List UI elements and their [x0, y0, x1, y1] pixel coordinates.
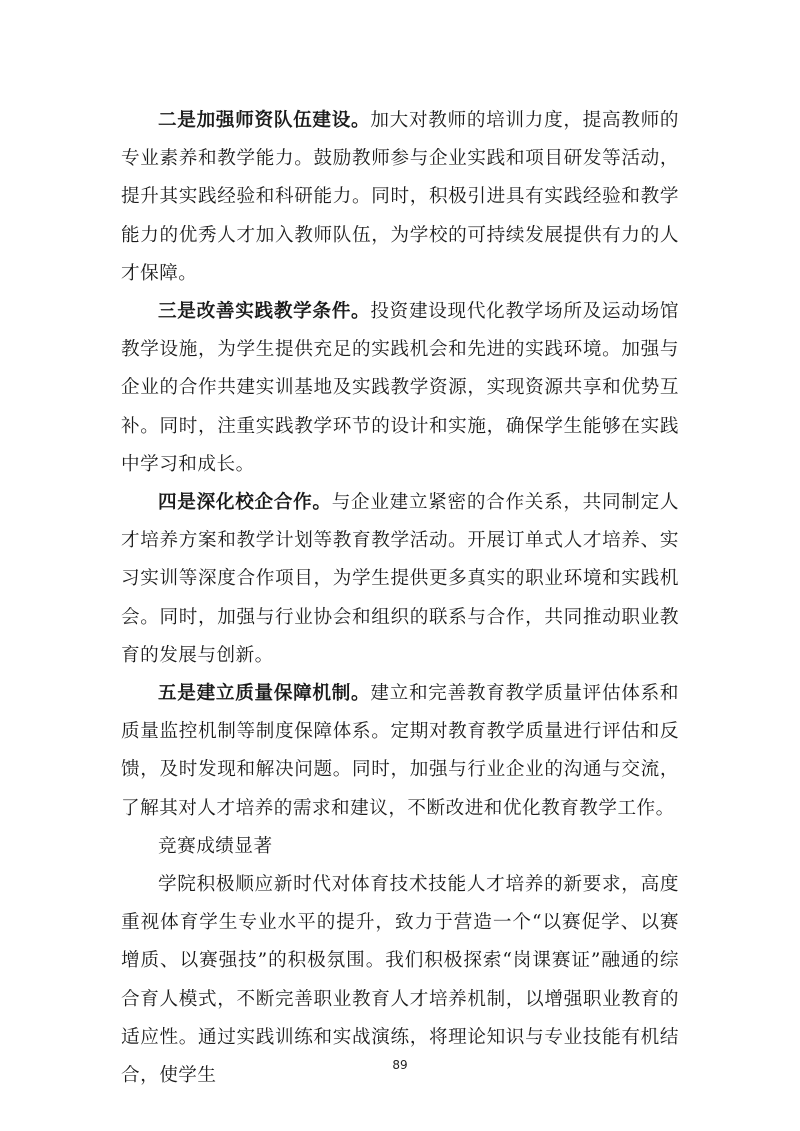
- paragraph-school-enterprise: [121, 484, 679, 675]
- paragraph-text: 与企业建立紧密的合作关系，共同制定人才培养方案和教学计划等教育教学活动。开展订单式人才培养、实习实训等深度合作项目，为学生提供更多真实的职业环境和实践机会。同时，加强与行业协会和组织的联系与合作，共同推动职业教育的发展与创新。: [121, 492, 679, 666]
- page-body: [121, 102, 679, 1095]
- paragraph-faculty: [121, 102, 679, 293]
- paragraph-heading: 五是建立质量保障机制。: [158, 683, 371, 705]
- paragraph-heading: 三是改善实践教学条件。: [158, 301, 371, 323]
- paragraph-competition: 学院积极顺应新时代对体育技术技能人才培养的新要求，高度重视体育学生专业水平的提升，致力于营造一个“以赛促学、以赛增质、以赛强技”的积极氛围。我们积极探索“岗课赛证”融通的综合育人模式，不断完善职业教育人才培养机制，以增强职业教育的适应性。通过实践训练和实战演练，将理论知识与专业技能有机结合，使学生: [121, 874, 679, 1087]
- paragraph-text: 加大对教师的培训力度，提高教师的专业素养和教学能力。鼓励教师参与企业实践和项目研发等活动，提升其实践经验和科研能力。同时，积极引进具有实践经验和教学能力的优秀人才加入教师队伍，为学校的可持续发展提供有力的人才保障。: [121, 110, 679, 284]
- paragraph-text: 投资建设现代化教学场所及运动场馆教学设施，为学生提供充足的实践机会和先进的实践环境。加强与企业的合作共建实训基地及实践教学资源，实现资源共享和优势互补。同时，注重实践教学环节的设计和实施，确保学生能够在实践中学习和成长。: [121, 301, 679, 475]
- paragraph-text: 建立和完善教育教学质量评估体系和质量监控机制等制度保障体系。定期对教育教学质量进行评估和反馈，及时发现和解决问题。同时，加强与行业企业的沟通与交流，了解其对人才培养的需求和建议，不断改进和优化教育教学工作。: [121, 683, 679, 819]
- paragraph-quality-assurance: [121, 675, 679, 828]
- paragraph-heading: 二是加强师资队伍建设。: [158, 110, 371, 131]
- paragraph-heading: 四是深化校企合作。: [158, 492, 332, 514]
- section-subheading: 竞赛成绩显著: [158, 835, 273, 857]
- paragraph-practice-conditions: [121, 293, 679, 484]
- page-number: 89: [392, 1058, 408, 1072]
